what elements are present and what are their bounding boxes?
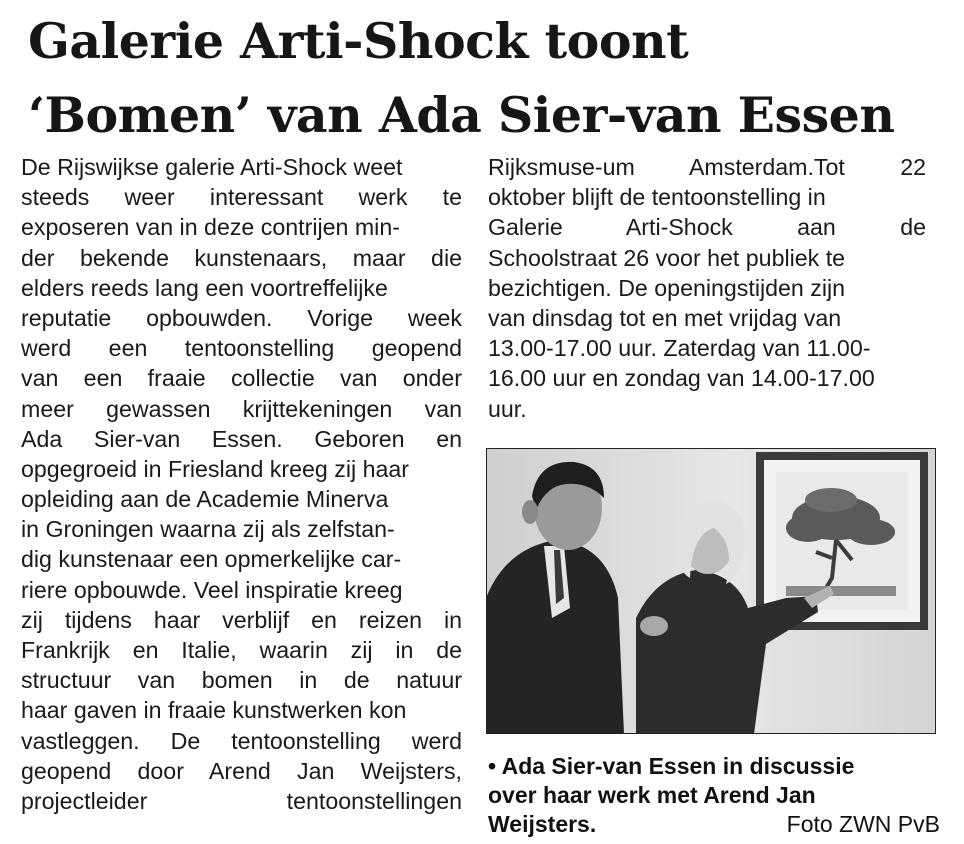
body-line: Ada Sier-van Essen. Geboren en — [21, 425, 462, 452]
headline-line-2: ‘Bomen’ van Ada Sier-van Essen — [28, 86, 895, 144]
body-line: riere opbouwde. Veel inspiratie kreeg — [21, 576, 403, 603]
body-line: Rijksmuse-um Amsterdam.Tot 22 — [488, 154, 926, 180]
body-line: haar gaven in fraaie kunstwerken kon — [21, 697, 407, 724]
headline-line-1: Galerie Arti-Shock toont — [28, 12, 689, 70]
body-line: reputatie opbouwden. Vorige week — [21, 304, 462, 331]
body-line: werd een tentoonstelling geopend — [21, 335, 462, 362]
body-line: uur. — [488, 395, 527, 422]
body-line: 13.00-17.00 uur. Zaterdag van 11.00- — [488, 335, 871, 362]
body-line: geopend door Arend Jan Weijsters, — [21, 757, 462, 784]
caption-line: • Ada Sier-van Essen in discussie — [488, 753, 855, 779]
body-line: De Rijswijkse galerie Arti-Shock weet — [21, 154, 403, 180]
body-line: van dinsdag tot en met vrijdag van — [488, 304, 842, 331]
body-line: oktober blijft de tentoonstelling in — [488, 184, 826, 211]
article-column-right — [488, 152, 926, 424]
photo-credit: Foto ZWN PvB — [786, 811, 940, 837]
body-line: zij tijdens haar verblijf en reizen in — [21, 606, 462, 633]
photo-caption — [488, 752, 940, 839]
headline — [28, 4, 948, 152]
body-line: van een fraaie collectie van onder — [21, 365, 462, 392]
body-line: opleiding aan de Academie Minerva — [21, 486, 389, 513]
body-line: der bekende kunstenaars, maar die — [21, 244, 462, 271]
body-line: Galerie Arti-Shock aan de — [488, 214, 926, 241]
caption-line: over haar werk met Arend Jan — [488, 782, 816, 808]
body-line: dig kunstenaar een opmerkelijke car- — [21, 546, 402, 573]
body-line: Schoolstraat 26 voor het publiek te — [488, 244, 846, 271]
caption-line: Weijsters. — [488, 811, 597, 837]
body-line: elders reeds lang een voortreffelijke — [21, 274, 388, 301]
body-line: steeds weer interessant werk te — [21, 184, 462, 211]
body-line: in Groningen waarna zij als zelfstan- — [21, 516, 395, 543]
body-line: exposeren van in deze contrijen min- — [21, 214, 400, 241]
body-line: bezichtigen. De openingstijden zijn — [488, 274, 846, 301]
body-line: Frankrijk en Italie, waarin zij in de — [21, 637, 462, 663]
caption-last-row — [488, 810, 940, 839]
body-line: structuur van bomen in de natuur — [21, 667, 462, 694]
article-photo — [486, 448, 936, 734]
body-line: projectleider tentoonstellingen — [21, 787, 462, 814]
body-line: 16.00 uur en zondag van 14.00-17.00 — [488, 365, 875, 392]
body-line: opgegroeid in Friesland kreeg zij haar — [21, 455, 409, 482]
body-line: meer gewassen krijttekeningen van — [21, 395, 462, 422]
article-column-left — [21, 152, 462, 816]
body-line: vastleggen. De tentoonstelling werd — [21, 727, 462, 754]
